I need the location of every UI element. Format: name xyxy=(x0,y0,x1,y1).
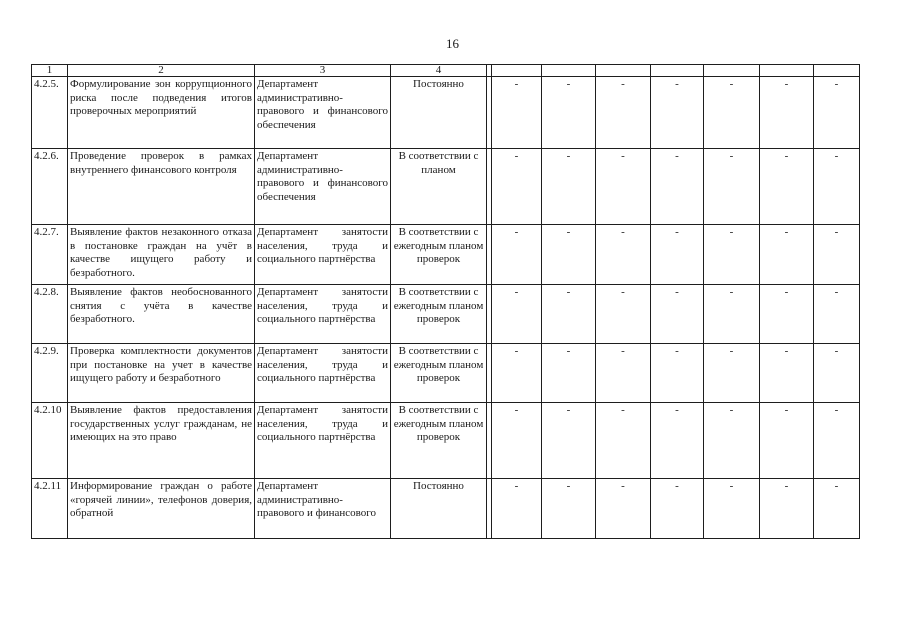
header-col-2: 2 xyxy=(68,65,255,77)
dash-mark-cell: - xyxy=(760,344,814,403)
dash-mark-cell: - xyxy=(492,285,542,344)
term-cell: В соответствии с ежегодным планом проверок xyxy=(391,285,487,344)
activity-cell: Выявление фактов предоставления государственных услуг гражданам, не имеющих на это право xyxy=(68,403,255,479)
dash-mark-cell: - xyxy=(651,225,704,285)
dash-mark-cell: - xyxy=(492,225,542,285)
dash-mark-cell: - xyxy=(596,77,651,149)
dash-mark-cell: - xyxy=(814,285,860,344)
dash-mark-cell: - xyxy=(814,77,860,149)
dash-mark-cell: - xyxy=(704,344,760,403)
dash-mark-cell: - xyxy=(596,403,651,479)
dash-mark-cell: - xyxy=(704,225,760,285)
header-empty-cell xyxy=(651,65,704,77)
dash-mark-cell: - xyxy=(596,479,651,539)
executor-cell: Департамент занятости населения, труда и социального партнёрства xyxy=(255,285,391,344)
item-number: 4.2.9. xyxy=(32,344,68,403)
dash-mark-cell: - xyxy=(492,149,542,225)
dash-mark-cell: - xyxy=(760,285,814,344)
table-row xyxy=(32,77,860,149)
dash-mark-cell: - xyxy=(651,479,704,539)
activity-cell: Выявление фактов необоснованного снятия с учёта в качестве безработного. xyxy=(68,285,255,344)
term-cell: Постоянно xyxy=(391,77,487,149)
executor-cell: Департамент занятости населения, труда и социального партнёрства xyxy=(255,225,391,285)
header-empty-cell xyxy=(492,65,542,77)
dash-mark-cell: - xyxy=(542,403,596,479)
dash-mark-cell: - xyxy=(760,479,814,539)
table-row xyxy=(32,403,860,479)
dash-mark-cell: - xyxy=(542,479,596,539)
term-cell: В соответствии с ежегодным планом проверок xyxy=(391,344,487,403)
dash-mark-cell: - xyxy=(651,149,704,225)
dash-mark-cell: - xyxy=(760,149,814,225)
dash-mark-cell: - xyxy=(542,149,596,225)
executor-cell: Департамент занятости населения, труда и социального партнёрства xyxy=(255,344,391,403)
dash-mark-cell: - xyxy=(542,285,596,344)
header-row xyxy=(32,65,860,77)
dash-mark-cell: - xyxy=(492,403,542,479)
dash-mark-cell: - xyxy=(814,225,860,285)
dash-mark-cell: - xyxy=(760,225,814,285)
term-cell: В соответствии с ежегодным планом проверок xyxy=(391,403,487,479)
dash-mark-cell: - xyxy=(596,225,651,285)
dash-mark-cell: - xyxy=(542,77,596,149)
dash-mark-cell: - xyxy=(542,344,596,403)
item-number: 4.2.6. xyxy=(32,149,68,225)
dash-mark-cell: - xyxy=(814,149,860,225)
term-cell: Постоянно xyxy=(391,479,487,539)
table-row xyxy=(32,285,860,344)
dash-mark-cell: - xyxy=(492,344,542,403)
dash-mark-cell: - xyxy=(651,344,704,403)
activity-cell: Выявление фактов незаконного отказа в постановке граждан на учёт в качестве ищущего работу и безработного. xyxy=(68,225,255,285)
measures-table xyxy=(31,64,860,539)
dash-mark-cell: - xyxy=(651,77,704,149)
dash-mark-cell: - xyxy=(596,149,651,225)
dash-mark-cell: - xyxy=(814,403,860,479)
item-number: 4.2.5. xyxy=(32,77,68,149)
header-col-3: 3 xyxy=(255,65,391,77)
executor-cell: Департамент административно-правового и финансового обеспечения xyxy=(255,149,391,225)
activity-cell: Формулирование зон коррупционного риска после подведения итогов проверочных мероприятий xyxy=(68,77,255,149)
activity-cell: Информирование граждан о работе «горячей линии», телефонов доверия, обратной xyxy=(68,479,255,539)
activity-cell: Проверка комплектности документов при постановке на учет в качестве ищущего работу и безработного xyxy=(68,344,255,403)
term-cell: В соответствии с планом xyxy=(391,149,487,225)
table-row xyxy=(32,479,860,539)
dash-mark-cell: - xyxy=(651,403,704,479)
executor-cell: Департамент занятости населения, труда и социального партнёрства xyxy=(255,403,391,479)
page-number: 16 xyxy=(446,36,459,51)
dash-mark-cell: - xyxy=(596,285,651,344)
header-empty-cell xyxy=(596,65,651,77)
activity-cell: Проведение проверок в рамках внутреннего финансового контроля xyxy=(68,149,255,225)
dash-mark-cell: - xyxy=(542,225,596,285)
dash-mark-cell: - xyxy=(760,403,814,479)
dash-mark-cell: - xyxy=(596,344,651,403)
dash-mark-cell: - xyxy=(704,77,760,149)
header-empty-cell xyxy=(704,65,760,77)
dash-mark-cell: - xyxy=(704,403,760,479)
table-row xyxy=(32,225,860,285)
item-number: 4.2.8. xyxy=(32,285,68,344)
header-empty-cell xyxy=(760,65,814,77)
dash-mark-cell: - xyxy=(760,77,814,149)
dash-mark-cell: - xyxy=(814,344,860,403)
executor-cell: Департамент административно-правового и финансового обеспечения xyxy=(255,77,391,149)
dash-mark-cell: - xyxy=(651,285,704,344)
header-col-1: 1 xyxy=(32,65,68,77)
dash-mark-cell: - xyxy=(704,479,760,539)
dash-mark-cell: - xyxy=(814,479,860,539)
dash-mark-cell: - xyxy=(704,149,760,225)
executor-cell: Департамент административно-правового и финансового xyxy=(255,479,391,539)
header-empty-cell xyxy=(814,65,860,77)
item-number: 4.2.11 xyxy=(32,479,68,539)
table-row xyxy=(32,344,860,403)
dash-mark-cell: - xyxy=(704,285,760,344)
header-col-4: 4 xyxy=(391,65,487,77)
dash-mark-cell: - xyxy=(492,479,542,539)
item-number: 4.2.10 xyxy=(32,403,68,479)
dash-mark-cell: - xyxy=(492,77,542,149)
header-empty-cell xyxy=(542,65,596,77)
item-number: 4.2.7. xyxy=(32,225,68,285)
table-row xyxy=(32,149,860,225)
term-cell: В соответствии с ежегодным планом проверок xyxy=(391,225,487,285)
